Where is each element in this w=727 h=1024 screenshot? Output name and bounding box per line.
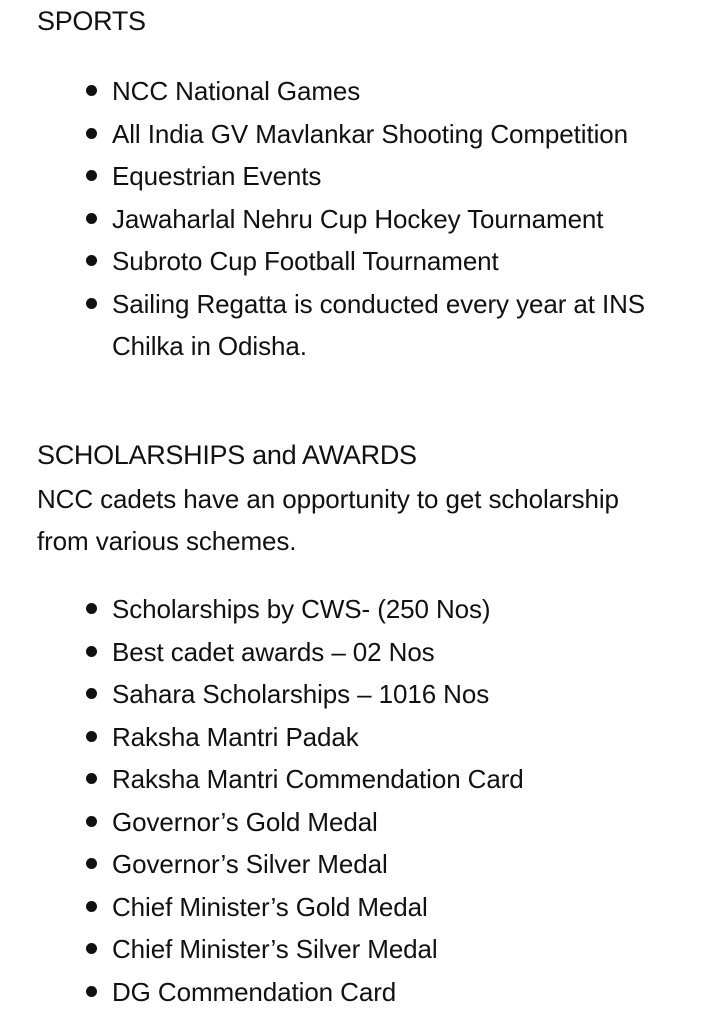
list-item [0,240,727,283]
list-item-text: Sahara Scholarships – 1016 Nos [112,679,490,709]
bullet-icon [86,901,97,912]
bullet-icon [86,170,97,181]
list-item-text: Raksha Mantri Padak [112,721,359,752]
bullet-icon [86,731,97,742]
list-item-text: Sailing Regatta is conducted every year at INS Chilka in Odisha. [112,288,646,361]
list-item [0,801,727,844]
bullet-icon [86,213,97,224]
list-item [0,928,727,971]
list-item-text: Governor’s Silver Medal [112,849,388,879]
bullet-icon [86,816,97,827]
list-item [0,283,727,368]
list-item-text: Governor’s Gold Medal [112,806,378,837]
list-item-text: DG Commendation Card [112,976,397,1007]
list-item [0,113,727,156]
list-item-text: NCC National Games [112,76,361,106]
list-item [0,758,727,801]
list-item-text: Scholarships by CWS- (250 Nos) [112,594,491,624]
bullet-icon [86,255,97,266]
list-item [0,70,727,113]
bullet-icon [86,943,97,954]
list-item-text: Equestrian Events [112,161,322,191]
list-item [0,886,727,929]
list-item [0,155,727,198]
scholarships-list [0,588,727,1013]
list-item-text: Subroto Cup Football Tournament [112,246,499,276]
bullet-icon [86,646,97,657]
list-item [0,588,727,631]
list-item-text: Jawaharlal Nehru Cup Hockey Tournament [112,203,604,234]
list-item-text: Best cadet awards – 02 Nos [112,636,435,667]
list-item [0,843,727,886]
list-item [0,971,727,1014]
bullet-icon [86,298,97,309]
bullet-icon [86,986,97,997]
bullet-icon [86,773,97,784]
list-item-text: Chief Minister’s Gold Medal [112,891,428,922]
sports-list [0,70,727,368]
list-item-text: Raksha Mantri Commendation Card [112,764,524,794]
sports-heading: SPORTS [37,6,146,36]
list-item-text: All India GV Mavlankar Shooting Competition [112,118,628,149]
bullet-icon [86,128,97,139]
list-item [0,631,727,674]
list-item [0,673,727,716]
list-item [0,716,727,759]
bullet-icon [86,85,97,96]
list-item [0,198,727,241]
bullet-icon [86,858,97,869]
scholarships-intro: NCC cadets have an opportunity to get scholarship from various schemes. [37,484,619,556]
list-item-text: Chief Minister’s Silver Medal [112,934,438,964]
scholarships-heading: SCHOLARSHIPS and AWARDS [37,440,417,470]
bullet-icon [86,688,97,699]
bullet-icon [86,603,97,614]
